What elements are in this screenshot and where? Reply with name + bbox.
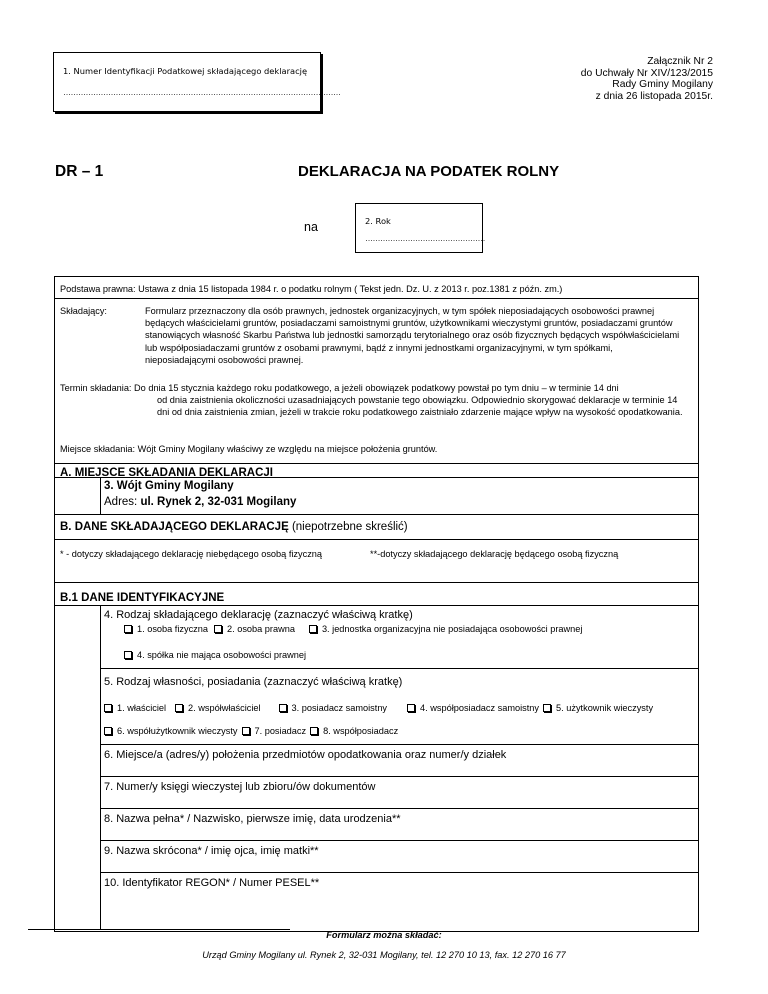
section-b1-heading: B.1 DANE IDENTYFIKACYJNE (60, 592, 225, 604)
divider (100, 776, 698, 777)
note-natural-person: **-dotyczy składającego deklarację będącego osobą fizyczną (370, 549, 619, 559)
footer-address: Urząd Gminy Mogilany ul. Rynek 2, 32-031 Mogilany, tel. 12 270 10 13, fax. 12 270 16 77 (202, 950, 566, 960)
note-legal-entity: * - dotyczy składającego deklarację niebędącego osobą fizyczną (60, 549, 323, 559)
field-5-label: 5. Rodzaj własności, posiadania (zaznaczyć właściwą kratkę) (104, 676, 403, 688)
section-a-body (104, 478, 296, 510)
indent-line (100, 605, 101, 930)
checkbox-icon[interactable] (279, 704, 287, 712)
option-co-owner[interactable]: 2. współwłaściciel (175, 703, 261, 713)
year-field[interactable]: ………………………………………… (365, 234, 485, 243)
checkbox-icon[interactable] (104, 727, 112, 735)
section-b-title: B. DANE SKŁADAJĄCEGO DEKLARACJĘ (60, 521, 289, 533)
field-7-label: 7. Numer/y księgi wieczystej lub zbioru/ów dokumentów (104, 781, 376, 793)
checkbox-icon[interactable] (124, 651, 132, 659)
option-co-possessor[interactable]: 4. współposiadacz samoistny (407, 703, 539, 713)
annex-line: do Uchwały Nr XIV/123/2015 (580, 67, 713, 79)
checkbox-icon[interactable] (214, 625, 222, 633)
option-organizational-unit[interactable]: 3. jednostka organizacyjna nie posiadająca osobowości prawnej (309, 624, 582, 634)
divider (54, 463, 698, 464)
annex-line: z dnia 26 listopada 2015r. (595, 90, 713, 102)
option-co-possessor-2[interactable]: 8. współposiadacz (310, 726, 398, 736)
deadline-label: Termin składania: Do dnia 15 stycznia każdego roku podatkowego, a jeżeli obowiązek podatkowy powstał po tym dniu – w terminie 14 dni (60, 383, 619, 393)
checkbox-icon[interactable] (175, 704, 183, 712)
checkbox-icon[interactable] (310, 727, 318, 735)
form-title: DEKLARACJA NA PODATEK ROLNY (298, 163, 560, 180)
checkbox-icon[interactable] (543, 704, 551, 712)
divider (100, 840, 698, 841)
annex-line: Rady Gminy Mogilany (612, 79, 713, 91)
field-5-options-row2 (104, 726, 398, 736)
field-9-input[interactable] (104, 859, 694, 871)
tax-office-line: 3. Wójt Gminy Mogilany (104, 480, 234, 492)
section-b-note: (niepotrzebne skreślić) (288, 521, 408, 533)
year-label: 2. Rok (365, 216, 391, 226)
option-partnership[interactable]: 4. spółka nie mająca osobowości prawnej (124, 650, 306, 660)
field-7-input[interactable] (104, 795, 694, 807)
option-independent-possessor[interactable]: 3. posiadacz samoistny (279, 703, 388, 713)
deadline-text: od dnia zaistnienia okoliczności uzasadniających powstanie tego obowiązku. Odpowiednio skorygować deklaracje w terminie 14 dni od dnia zaistnienia zmian, jeżeli w trakcie roku podatkowego zaistniało zdarzenie mające wpływ na wysokość opodatkowania. (157, 395, 683, 418)
divider (100, 808, 698, 809)
legal-basis: Podstawa prawna: Ustawa z dnia 15 listopada 1984 r. o podatku rolnym ( Tekst jedn. Dz. U. z 2013 r. poz.1381 z późn. zm.) (60, 284, 563, 294)
option-perpetual-user[interactable]: 5. użytkownik wieczysty (543, 703, 653, 713)
address-prefix: Adres: (104, 496, 141, 508)
divider (54, 539, 698, 540)
place-of-submission: Miejsce składania: Wójt Gminy Mogilany właściwy ze względu na miejsce położenia gruntów. (60, 444, 438, 454)
option-owner[interactable]: 1. właściciel (104, 703, 166, 713)
section-b-heading (60, 521, 408, 533)
checkbox-icon[interactable] (242, 727, 250, 735)
form-code: DR – 1 (55, 163, 104, 180)
field-4-options-row2 (124, 650, 306, 660)
tax-office-name (104, 478, 296, 494)
option-perpetual-co-user[interactable]: 6. współużytkownik wieczysty (104, 726, 238, 736)
submitter-label: Składający: (60, 306, 107, 316)
annex-note (581, 56, 713, 102)
divider (54, 605, 698, 606)
annex-line: Załącznik Nr 2 (647, 56, 713, 67)
nip-field[interactable]: ………………………………………………………………………………………………… (63, 88, 341, 97)
field-9-label: 9. Nazwa skrócona* / imię ojca, imię matki** (104, 845, 319, 857)
checkbox-icon[interactable] (104, 704, 112, 712)
divider (100, 872, 698, 873)
nip-box (53, 52, 341, 112)
field-6-input[interactable] (104, 762, 694, 774)
option-natural-person[interactable]: 1. osoba fizyczna (124, 624, 208, 634)
field-4-label: 4. Rodzaj składającego deklarację (zaznaczyć właściwą kratkę) (104, 609, 413, 621)
field-8-label: 8. Nazwa pełna* / Nazwisko, pierwsze imię, data urodzenia** (104, 813, 401, 825)
na-label: na (304, 220, 318, 234)
section-a-heading: A. MIEJSCE SKŁADANIA DEKLARACJI (60, 467, 273, 479)
field-10-input[interactable] (104, 892, 694, 922)
divider (54, 514, 698, 515)
indent-line (100, 477, 101, 514)
divider (100, 744, 698, 745)
field-5-options-row1 (104, 703, 653, 713)
field-10-label: 10. Identyfikator REGON* / Numer PESEL** (104, 877, 320, 889)
option-possessor[interactable]: 7. posiadacz (242, 726, 307, 736)
divider (100, 668, 698, 669)
field-4-options-row1 (124, 624, 582, 634)
footer-heading: Formularz można składać: (326, 930, 442, 940)
checkbox-icon[interactable] (309, 625, 317, 633)
tax-office-address (104, 494, 296, 510)
address-value: ul. Rynek 2, 32-031 Mogilany (140, 496, 297, 508)
checkbox-icon[interactable] (124, 625, 132, 633)
checkbox-icon[interactable] (407, 704, 415, 712)
submitter-text: Formularz przeznaczony dla osób prawnych, jednostek organizacyjnych, w tym spółek nieposiadających osobowości prawnej będących właścicielami gruntów, posiadaczami samoistnymi gruntów, użytkownikami wieczystymi gruntów, posiadaczami gruntów stanowiących własność Skarbu Państwa lub jednostki samorządu terytorialnego oraz osób fizycznych będących współwłaścicielami lub współposiadaczami gruntów z osobami prawnymi, bądź z innymi jednostkami organizacyjnymi, w tym spółkami, nieposiadającymi osobowości prawnej. (145, 306, 680, 365)
option-legal-person[interactable]: 2. osoba prawna (214, 624, 295, 634)
field-6-label: 6. Miejsce/a (adres/y) położenia przedmiotów opodatkowania oraz numer/y działek (104, 749, 507, 761)
year-box (355, 203, 483, 253)
divider (54, 582, 698, 583)
divider (54, 298, 698, 299)
field-8-input[interactable] (104, 827, 694, 839)
nip-label: 1. Numer Identyfikacji Podatkowej składającego deklarację (63, 66, 308, 76)
